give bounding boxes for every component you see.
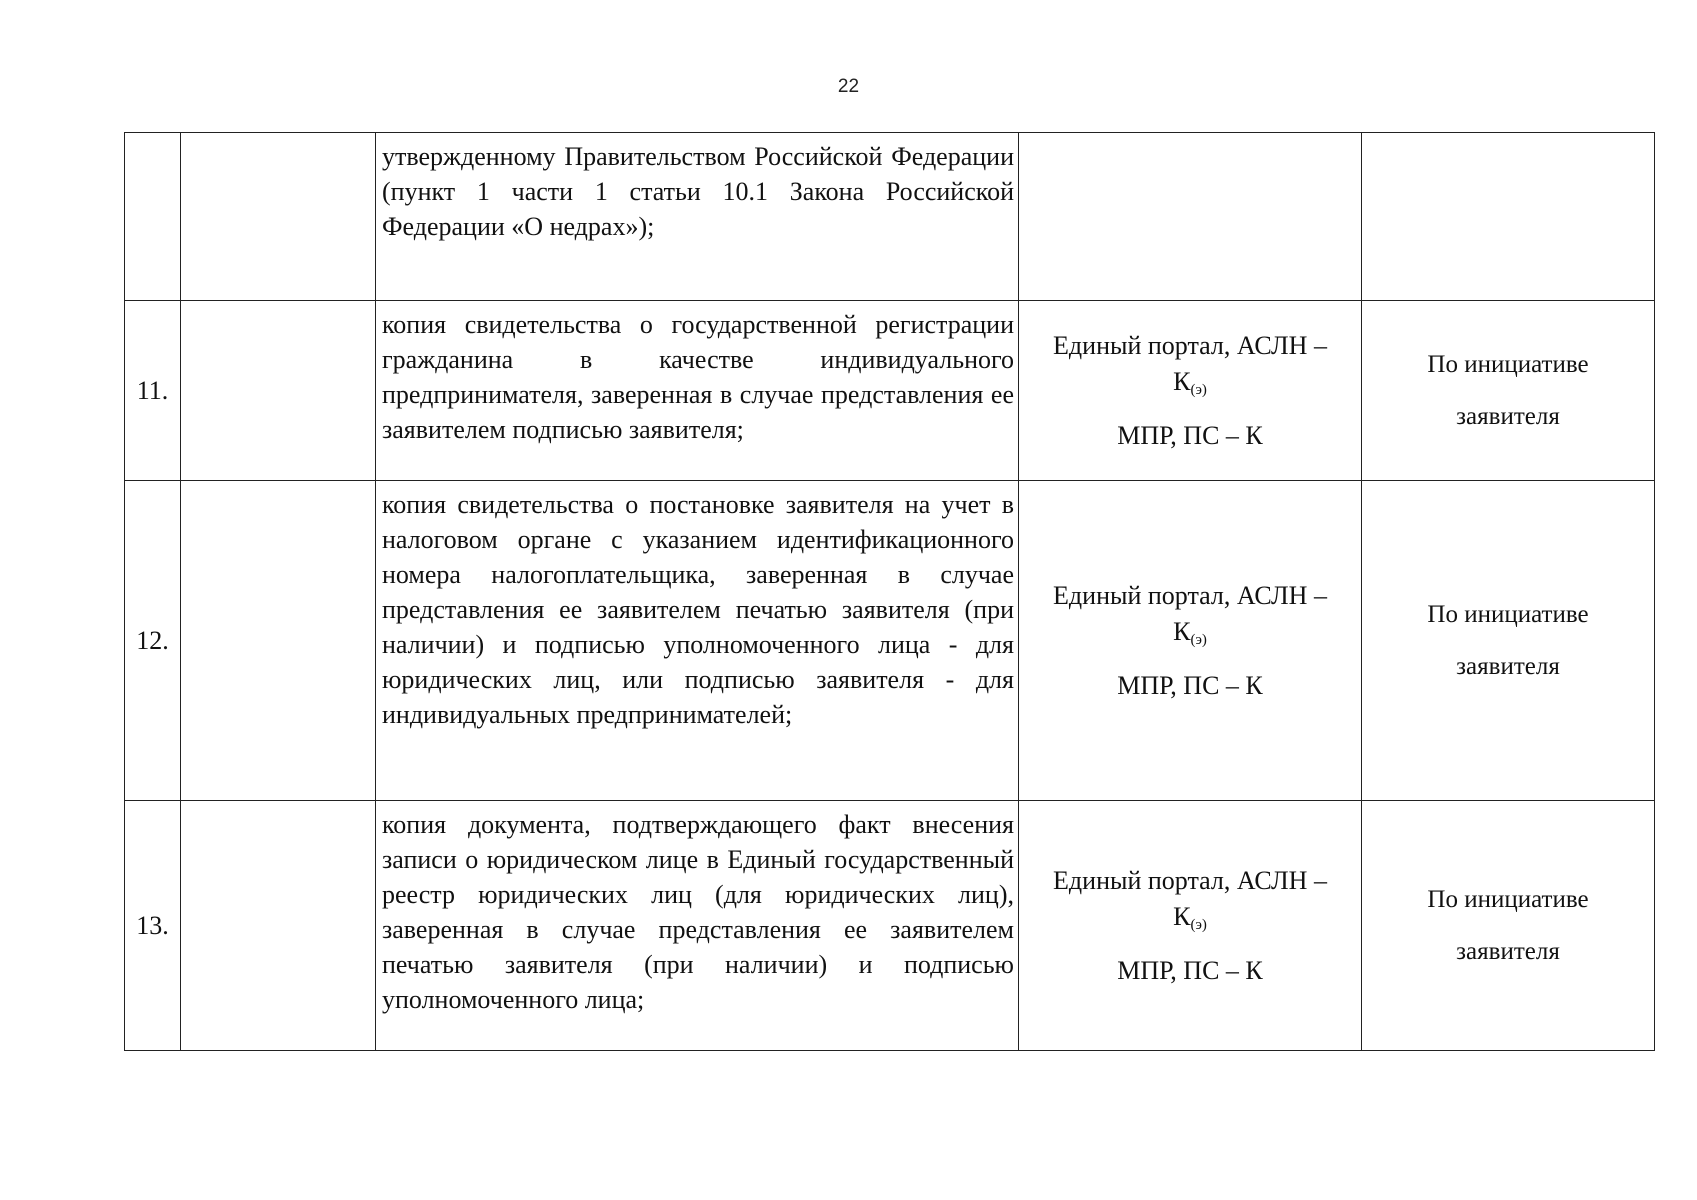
submission-method-cell bbox=[1019, 301, 1362, 481]
submission-basis-cell bbox=[1362, 481, 1655, 801]
form-code: К bbox=[1173, 366, 1191, 396]
submission-basis-line1: По инициативе bbox=[1427, 600, 1589, 628]
submission-channel: Единый портал, АСЛН – bbox=[1053, 580, 1327, 610]
submission-basis-cell bbox=[1362, 801, 1655, 1051]
submission-basis-line2: заявителя bbox=[1456, 937, 1560, 965]
submission-basis-cell bbox=[1362, 133, 1655, 301]
description-cell bbox=[376, 133, 1019, 301]
submission-paper-channel: МПР, ПС – К bbox=[1117, 420, 1263, 450]
page-number: 22 bbox=[837, 76, 860, 97]
row-number-cell bbox=[125, 481, 181, 801]
form-code-subscript: (э) bbox=[1190, 916, 1207, 933]
table-row bbox=[125, 481, 1655, 801]
empty-cell bbox=[181, 301, 376, 481]
empty-cell bbox=[181, 801, 376, 1051]
submission-method-cell bbox=[1019, 133, 1362, 301]
submission-method-cell bbox=[1019, 481, 1362, 801]
row-number-cell bbox=[125, 301, 181, 481]
form-code-subscript: (э) bbox=[1190, 381, 1207, 398]
submission-basis-line1: По инициативе bbox=[1427, 350, 1589, 378]
description-cell bbox=[376, 801, 1019, 1051]
submission-form bbox=[1019, 364, 1361, 408]
form-code: К bbox=[1173, 901, 1191, 931]
submission-basis-line2: заявителя bbox=[1456, 402, 1560, 430]
submission-form bbox=[1019, 899, 1361, 943]
table-row bbox=[125, 801, 1655, 1051]
row-number: 11. bbox=[136, 375, 169, 405]
submission-basis-cell bbox=[1362, 301, 1655, 481]
submission-paper-channel: МПР, ПС – К bbox=[1117, 955, 1263, 985]
description-text: копия документа, подтверждающего факт внесения записи о юридическом лице в Единый государственный реестр юридических лиц (для юридических лиц), заверенная в случае представления ее заявителем печатью заявителя (при наличии) и подписью уполномоченного лица; bbox=[382, 810, 1014, 1014]
description-cell bbox=[376, 301, 1019, 481]
row-number: 13. bbox=[136, 910, 169, 940]
description-cell bbox=[376, 481, 1019, 801]
empty-cell bbox=[181, 481, 376, 801]
empty-cell bbox=[181, 133, 376, 301]
form-code-subscript: (э) bbox=[1190, 631, 1207, 648]
submission-basis-line1: По инициативе bbox=[1427, 885, 1589, 913]
table-row bbox=[125, 133, 1655, 301]
table-row bbox=[125, 301, 1655, 481]
row-number-cell bbox=[125, 133, 181, 301]
submission-channel: Единый портал, АСЛН – bbox=[1053, 330, 1327, 360]
submission-form bbox=[1019, 614, 1361, 658]
submission-basis-line2: заявителя bbox=[1456, 652, 1560, 680]
submission-paper-channel: МПР, ПС – К bbox=[1117, 670, 1263, 700]
submission-method-cell bbox=[1019, 801, 1362, 1051]
row-number-cell bbox=[125, 801, 181, 1051]
documents-table bbox=[124, 132, 1655, 1051]
form-code: К bbox=[1173, 616, 1191, 646]
row-number: 12. bbox=[136, 625, 169, 655]
submission-channel: Единый портал, АСЛН – bbox=[1053, 865, 1327, 895]
description-text: копия свидетельства о постановке заявителя на учет в налоговом органе с указанием идентификационного номера налогоплательщика, заверенная в случае представления ее заявителем печатью заявителя (при наличии) и подписью уполномоченного лица - для юридических лиц, или подписью заявителя - для индивидуальных предпринимателей; bbox=[382, 490, 1014, 729]
description-text: утвержденному Правительством Российской Федерации (пункт 1 части 1 статьи 10.1 Закона Российской Федерации «О недрах»); bbox=[382, 142, 1014, 241]
description-text: копия свидетельства о государственной регистрации гражданина в качестве индивидуального предпринимателя, заверенная в случае представления ее заявителем подписью заявителя; bbox=[382, 310, 1014, 444]
